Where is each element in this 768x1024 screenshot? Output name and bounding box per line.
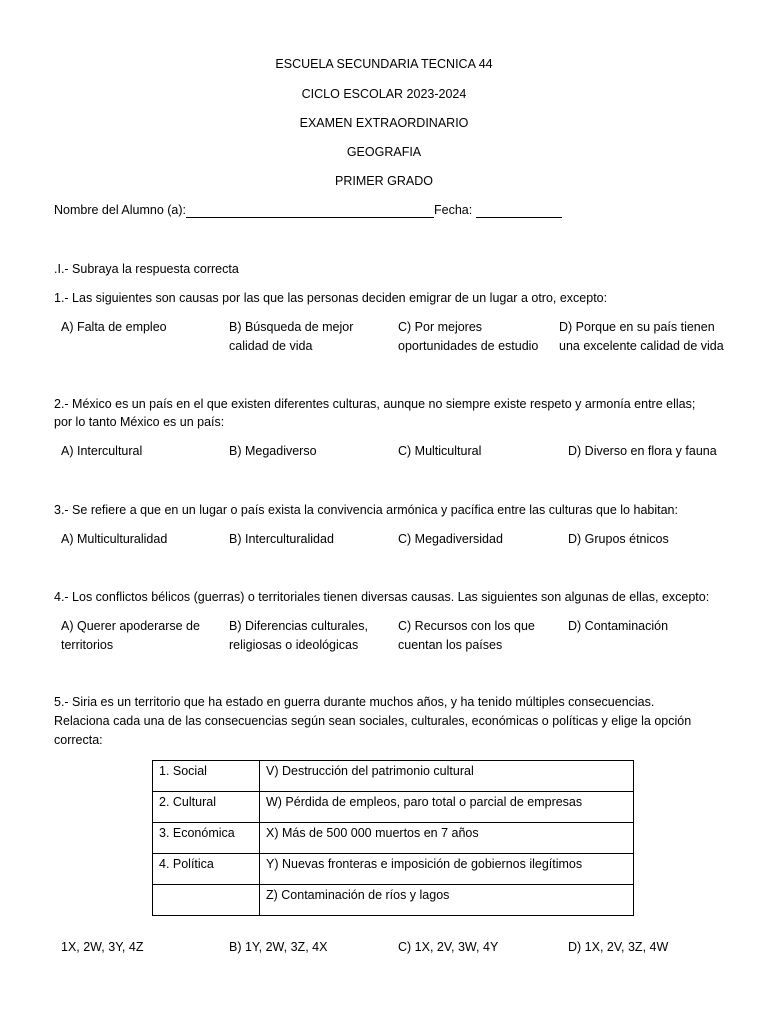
table-cell-left: 4. Política (153, 854, 260, 885)
table-cell-right: W) Pérdida de empleos, paro total o parcial de empresas (260, 792, 634, 823)
q5-option-c[interactable]: C) 1X, 2V, 3W, 4Y (398, 940, 499, 954)
q4-option-c[interactable]: C) Recursos con los que cuentan los países (398, 619, 535, 652)
section-instruction: .I.- Subraya la respuesta correcta (54, 262, 239, 276)
grade-title: PRIMER GRADO (335, 174, 433, 188)
question-3-text: 3.- Se refiere a que en un lugar o país exista la convivencia armónica y pacífica entre las culturas que lo habitan: (54, 503, 678, 517)
q1-option-d[interactable]: D) Porque en su país tienen una excelente calidad de vida (559, 320, 724, 353)
q5-option-a[interactable]: 1X, 2W, 3Y, 4Z (61, 940, 144, 954)
q3-option-b[interactable]: B) Interculturalidad (229, 532, 334, 546)
student-name-blank[interactable] (186, 203, 434, 218)
question-5-line-1: 5.- Siria es un territorio que ha estado en guerra durante muchos años, y ha tenido múltiples consecuencias. (54, 695, 655, 709)
school-cycle: CICLO ESCOLAR 2023-2024 (301, 87, 467, 101)
q2-option-c[interactable]: C) Multicultural (398, 444, 482, 458)
relation-table (152, 760, 634, 916)
q2-option-a[interactable]: A) Intercultural (61, 444, 143, 458)
student-name-row (54, 203, 562, 218)
question-5-line-3: correcta: (54, 733, 103, 747)
q2-option-b[interactable]: B) Megadiverso (229, 444, 317, 458)
date-label: Fecha: (434, 203, 473, 217)
table-cell-left: 1. Social (153, 761, 260, 792)
student-name-label: Nombre del Alumno (a): (54, 203, 187, 217)
table-row (153, 761, 634, 792)
question-4-text: 4.- Los conflictos bélicos (guerras) o territoriales tienen diversas causas. Las siguientes son algunas de ellas, excepto: (54, 590, 710, 604)
q3-option-a[interactable]: A) Multiculturalidad (61, 532, 168, 546)
table-cell-right: X) Más de 500 000 muertos en 7 años (260, 823, 634, 854)
table-row (153, 854, 634, 885)
table-row (153, 885, 634, 916)
table-cell-left: 3. Económica (153, 823, 260, 854)
q1-option-c[interactable]: C) Por mejores oportunidades de estudio (398, 320, 539, 353)
school-name: ESCUELA SECUNDARIA TECNICA 44 (275, 57, 493, 71)
table-cell-right: Z) Contaminación de ríos y lagos (260, 885, 634, 916)
q3-option-d[interactable]: D) Grupos étnicos (568, 532, 669, 546)
table-cell-left (153, 885, 260, 916)
q5-option-b[interactable]: B) 1Y, 2W, 3Z, 4X (229, 940, 328, 954)
table-row (153, 823, 634, 854)
q1-option-a[interactable]: A) Falta de empleo (61, 320, 167, 334)
q1-option-b[interactable]: B) Búsqueda de mejor calidad de vida (229, 320, 354, 353)
question-2-line-1: 2.- México es un país en el que existen diferentes culturas, aunque no siempre existe respeto y armonía entre ellas; (54, 397, 696, 411)
question-5-line-2: Relaciona cada una de las consecuencias según sean sociales, culturales, económicas o políticas y elige la opción (54, 714, 692, 728)
table-cell-right: V) Destrucción del patrimonio cultural (260, 761, 634, 792)
q5-option-d[interactable]: D) 1X, 2V, 3Z, 4W (568, 940, 669, 954)
table-cell-left: 2. Cultural (153, 792, 260, 823)
table-row (153, 792, 634, 823)
date-blank[interactable] (476, 203, 562, 218)
table-cell-right: Y) Nuevas fronteras e imposición de gobiernos ilegítimos (260, 854, 634, 885)
q2-option-d[interactable]: D) Diverso en flora y fauna (568, 444, 717, 458)
question-1-text: 1.- Las siguientes son causas por las que las personas deciden emigrar de un lugar a otro, excepto: (54, 291, 608, 305)
q4-option-d[interactable]: D) Contaminación (568, 619, 669, 633)
question-2-line-2: por lo tanto México es un país: (54, 415, 225, 429)
q4-option-b[interactable]: B) Diferencias culturales, religiosas o ideológicas (229, 619, 368, 652)
subject-title: GEOGRAFIA (346, 145, 422, 159)
exam-title: EXAMEN EXTRAORDINARIO (299, 116, 469, 130)
q4-option-a[interactable]: A) Querer apoderarse de territorios (61, 619, 200, 652)
q3-option-c[interactable]: C) Megadiversidad (398, 532, 503, 546)
